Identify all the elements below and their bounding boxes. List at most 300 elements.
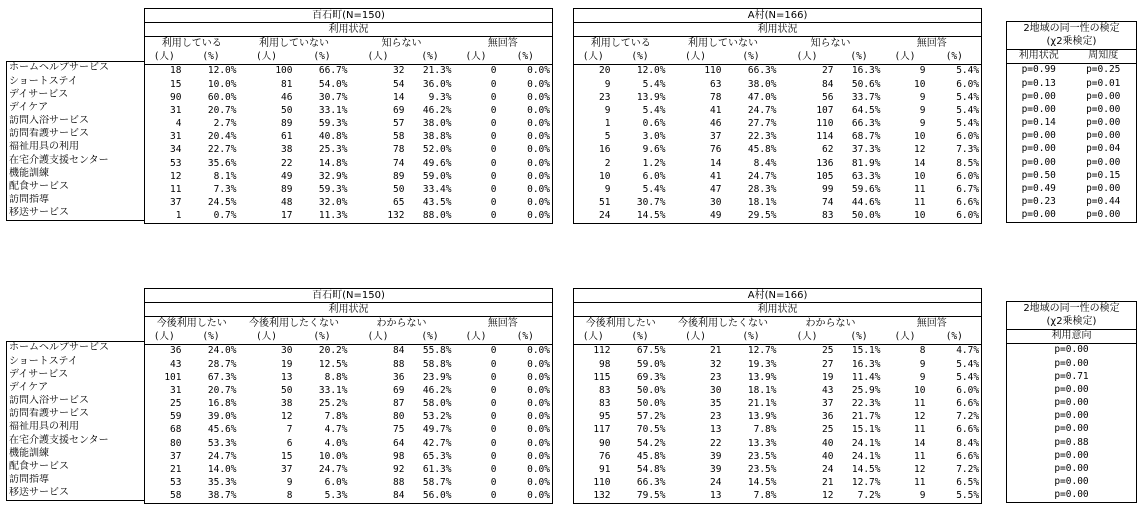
percent-cell: 88.0%	[407, 210, 454, 224]
percent-cell: 61.3%	[422, 464, 452, 476]
spacer-cell	[7, 21, 145, 34]
test-data-row	[1007, 410, 1137, 423]
count-cell: 37	[145, 197, 184, 210]
percent-cell: 64.5%	[851, 104, 881, 116]
label-spacer-row	[7, 8, 145, 21]
service-name: ホームヘルプサービス	[7, 61, 145, 75]
count-cell: 58	[145, 490, 184, 504]
test-title: 2地域の同一性の検定	[1007, 302, 1137, 316]
count-cell: 8	[239, 490, 295, 504]
count-cell: 101	[145, 371, 184, 384]
data-row	[574, 131, 982, 144]
region-header-row	[145, 289, 553, 303]
p-value-cell: p=0.50	[1007, 169, 1071, 182]
percent-cell: 63.3%	[851, 170, 881, 182]
count-cell: 100	[239, 64, 295, 78]
count-cell: 50	[281, 384, 293, 396]
test-col-row	[1007, 329, 1137, 343]
p-value-cell: p=0.00	[1007, 397, 1137, 410]
p-value-cell: p=0.44	[1071, 196, 1137, 209]
percent-cell: 14.8%	[318, 157, 348, 169]
data-row	[145, 118, 553, 131]
data-row	[145, 450, 553, 463]
unit-header: (%)	[928, 331, 982, 345]
data-row	[574, 424, 982, 437]
count-cell: 81	[281, 78, 293, 90]
region-table-a-village-2	[573, 288, 982, 504]
percent-cell: 11.3%	[295, 210, 350, 224]
service-name: 訪問指導	[7, 194, 145, 207]
count-cell: 25	[145, 398, 184, 411]
service-name: デイケア	[7, 101, 145, 114]
percent-cell: 50.0%	[836, 210, 883, 224]
unit-header: (%)	[313, 51, 331, 63]
service-row	[7, 75, 145, 88]
percent-cell: 66.3%	[724, 64, 779, 78]
percent-cell: 0.0%	[499, 424, 553, 437]
percent-cell: 6.0%	[324, 477, 348, 489]
service-row	[7, 61, 145, 75]
test-subtitle: (χ2乗検定)	[1007, 315, 1137, 329]
percent-cell: 56.0%	[407, 490, 454, 504]
percent-cell: 0.0%	[499, 144, 553, 157]
service-row	[7, 101, 145, 114]
percent-cell: 13.9%	[636, 91, 666, 103]
percent-cell: 0.0%	[499, 104, 553, 117]
count-cell: 10	[914, 170, 926, 182]
count-cell: 0	[490, 464, 497, 476]
percent-cell: 6.0%	[928, 210, 982, 224]
count-cell: 4	[145, 118, 184, 131]
p-value-cell: p=0.00	[1071, 117, 1137, 130]
data-row	[574, 371, 982, 384]
unit-header: (人)	[894, 51, 916, 63]
data-row	[145, 183, 553, 196]
test-subtitle: (χ2乗検定)	[1007, 35, 1137, 49]
percent-cell: 35.6%	[207, 157, 237, 169]
p-value-cell: p=0.14	[1007, 117, 1071, 130]
percent-cell: 33.1%	[318, 384, 348, 396]
data-row	[574, 411, 982, 424]
count-cell: 37	[281, 464, 293, 476]
percent-cell: 66.3%	[851, 118, 881, 130]
percent-cell: 54.8%	[636, 464, 666, 476]
count-cell: 37	[710, 131, 722, 143]
count-cell: 30	[239, 344, 295, 358]
data-row	[574, 170, 982, 183]
count-cell: 22	[281, 157, 293, 169]
percent-cell: 14.0%	[207, 464, 237, 476]
unit-header: (人)	[796, 51, 818, 63]
percent-cell: 44.6%	[851, 197, 881, 209]
status-header-row	[145, 23, 553, 37]
count-cell: 14	[393, 91, 405, 103]
data-row	[574, 344, 982, 358]
count-cell: 76	[710, 144, 722, 156]
data-row	[574, 157, 982, 170]
percent-cell: 22.3%	[747, 131, 777, 143]
percent-cell: 12.5%	[318, 358, 348, 370]
percent-cell: 1.2%	[642, 157, 666, 169]
percent-cell: 5.4%	[642, 184, 666, 196]
count-cell: 112	[574, 344, 613, 358]
count-cell: 0	[490, 157, 497, 169]
count-cell: 98	[574, 358, 613, 371]
count-cell: 80	[145, 437, 184, 450]
region-name: A村(N=166)	[574, 289, 982, 303]
service-name: 機能訓練	[7, 447, 145, 460]
count-cell: 0	[490, 78, 497, 90]
count-cell: 10	[883, 210, 928, 224]
unit-header: (%)	[742, 51, 760, 63]
label-spacer-row	[7, 288, 145, 301]
count-cell: 88	[393, 477, 405, 489]
service-label-column-1	[6, 8, 145, 221]
percent-cell: 4.7%	[324, 424, 348, 436]
count-cell: 11	[914, 424, 926, 436]
count-cell: 13	[668, 490, 724, 504]
percent-cell: 8.4%	[753, 157, 777, 169]
percent-cell: 0.0%	[499, 91, 553, 104]
count-cell: 88	[393, 358, 405, 370]
count-cell: 22	[710, 437, 722, 449]
service-row	[7, 381, 145, 394]
test-data-row	[1007, 90, 1137, 103]
percent-cell: 33.4%	[422, 184, 452, 196]
percent-cell: 8.8%	[324, 371, 348, 383]
spacer-cell	[7, 34, 145, 47]
data-row	[574, 463, 982, 476]
percent-cell: 21.7%	[851, 411, 881, 423]
p-value-cell: p=0.00	[1071, 130, 1137, 143]
count-cell: 13	[710, 424, 722, 436]
data-row	[574, 104, 982, 117]
service-name: 訪問指導	[7, 474, 145, 487]
percent-cell: 0.0%	[499, 384, 553, 397]
percent-cell: 81.9%	[851, 157, 881, 169]
percent-cell: 0.0%	[499, 210, 553, 224]
percent-cell: 46.2%	[422, 104, 452, 116]
service-name: 在宅介護支援センター	[7, 434, 145, 447]
unit-header: (人)	[465, 331, 487, 343]
percent-cell: 18.1%	[747, 197, 777, 209]
percent-cell: 5.3%	[295, 490, 350, 504]
count-cell: 23	[710, 411, 722, 423]
count-cell: 13	[281, 371, 293, 383]
spacer-cell	[7, 314, 145, 327]
percent-cell: 6.6%	[928, 450, 982, 463]
unit-header: (人)	[685, 331, 706, 343]
count-cell: 38	[281, 398, 293, 410]
category-header: 今後利用したい	[574, 317, 668, 331]
data-row	[145, 398, 553, 411]
data-row	[145, 490, 553, 504]
percent-cell: 19.3%	[747, 358, 777, 370]
percent-cell: 58.0%	[422, 398, 452, 410]
percent-cell: 10.0%	[207, 78, 237, 90]
percent-cell: 11.4%	[851, 371, 881, 383]
count-cell: 40	[822, 450, 834, 462]
category-header-row	[574, 317, 982, 331]
count-cell: 95	[574, 411, 613, 424]
percent-cell: 5.4%	[928, 104, 982, 117]
service-row	[7, 88, 145, 101]
unit-header: (%)	[421, 331, 439, 343]
service-row	[7, 194, 145, 207]
service-name: デイケア	[7, 381, 145, 394]
service-name: デイサービス	[7, 88, 145, 101]
count-cell: 6	[286, 437, 293, 449]
count-cell: 0	[490, 437, 497, 449]
data-row	[574, 450, 982, 463]
count-cell: 5	[574, 131, 613, 144]
count-cell: 14	[914, 157, 926, 169]
count-cell: 83	[574, 398, 613, 411]
service-name: 訪問看護サービス	[7, 408, 145, 421]
count-cell: 56	[822, 91, 834, 103]
test-subtitle-row	[1007, 315, 1137, 329]
p-value-cell: p=0.00	[1071, 90, 1137, 103]
test-data-row	[1007, 77, 1137, 90]
percent-cell: 4.7%	[928, 344, 982, 358]
count-cell: 24	[574, 210, 613, 224]
count-cell: 84	[350, 344, 407, 358]
percent-cell: 59.6%	[851, 184, 881, 196]
test-data-row	[1007, 196, 1137, 209]
p-value-cell: p=0.00	[1007, 449, 1137, 462]
unit-header: (人)	[145, 331, 184, 345]
count-cell: 10	[914, 78, 926, 90]
percent-cell: 9.6%	[642, 144, 666, 156]
percent-cell: 6.7%	[928, 183, 982, 196]
unit-header: (人)	[465, 51, 487, 63]
count-cell: 0	[490, 118, 497, 130]
percent-cell: 12.7%	[851, 477, 881, 489]
count-cell: 31	[145, 131, 184, 144]
percent-cell: 20.4%	[207, 131, 237, 143]
percent-cell: 60.0%	[207, 91, 237, 103]
percent-cell: 38.7%	[184, 490, 239, 504]
status-header: 利用状況	[145, 23, 553, 37]
p-value-cell: p=0.00	[1007, 209, 1071, 223]
unit-header: (%)	[313, 331, 331, 343]
count-cell: 31	[145, 104, 184, 117]
percent-cell: 0.7%	[184, 210, 239, 224]
count-cell: 8	[883, 344, 928, 358]
label-spacer-row	[7, 34, 145, 47]
percent-cell: 4.0%	[324, 437, 348, 449]
count-cell: 19	[281, 358, 293, 370]
p-value-cell: p=0.99	[1007, 63, 1071, 77]
count-cell: 15	[145, 78, 184, 91]
category-header: 利用している	[145, 37, 239, 51]
count-cell: 57	[393, 118, 405, 130]
label-spacer-row	[7, 301, 145, 314]
count-cell: 110	[816, 118, 834, 130]
count-cell: 99	[822, 184, 834, 196]
count-cell: 115	[574, 371, 613, 384]
unit-header: (人)	[574, 331, 613, 345]
percent-cell: 24.7%	[207, 450, 237, 462]
units-header-row	[574, 51, 982, 65]
service-row	[7, 341, 145, 355]
percent-cell: 5.5%	[928, 490, 982, 504]
count-cell: 10	[574, 170, 613, 183]
units-header-row	[145, 51, 553, 65]
test-data-row	[1007, 343, 1137, 357]
count-cell: 11	[914, 398, 926, 410]
test-data-row	[1007, 370, 1137, 383]
count-cell: 43	[822, 384, 834, 396]
p-value-cell: p=0.00	[1007, 383, 1137, 396]
data-row	[574, 490, 982, 504]
percent-cell: 6.0%	[642, 170, 666, 182]
percent-cell: 30.7%	[318, 91, 348, 103]
count-cell: 37	[822, 398, 834, 410]
spacer-cell	[7, 8, 145, 21]
count-cell: 21	[822, 477, 834, 489]
category-header: 利用していない	[239, 37, 350, 51]
percent-cell: 42.7%	[422, 437, 452, 449]
percent-cell: 13.9%	[747, 411, 777, 423]
count-cell: 78	[393, 144, 405, 156]
service-name: 移送サービス	[7, 207, 145, 221]
region-name: 百石町(N=150)	[145, 9, 553, 23]
data-row	[145, 144, 553, 157]
percent-cell: 6.0%	[928, 78, 982, 91]
percent-cell: 33.1%	[318, 104, 348, 116]
percent-cell: 58.8%	[422, 358, 452, 370]
percent-cell: 0.6%	[642, 118, 666, 130]
test-data-row	[1007, 156, 1137, 169]
test-data-row	[1007, 117, 1137, 130]
category-header-row	[574, 37, 982, 51]
count-cell: 12	[914, 464, 926, 476]
count-cell: 9	[574, 104, 613, 117]
service-row	[7, 487, 145, 501]
count-cell: 0	[490, 131, 497, 143]
service-name: 移送サービス	[7, 487, 145, 501]
percent-cell: 45.6%	[207, 424, 237, 436]
unit-header: (人)	[367, 51, 389, 63]
p-value-cell: p=0.00	[1071, 209, 1137, 223]
percent-cell: 24.7%	[318, 464, 348, 476]
count-cell: 23	[710, 371, 722, 383]
percent-cell: 23.5%	[747, 464, 777, 476]
percent-cell: 32.9%	[318, 170, 348, 182]
unit-header: (%)	[499, 331, 553, 345]
percent-cell: 58.7%	[422, 477, 452, 489]
count-cell: 136	[816, 157, 834, 169]
p-value-cell: p=0.00	[1007, 476, 1137, 489]
percent-cell: 23.5%	[747, 450, 777, 462]
count-cell: 47	[710, 184, 722, 196]
service-row	[7, 434, 145, 447]
count-cell: 74	[822, 197, 834, 209]
count-cell: 0	[490, 184, 497, 196]
service-row	[7, 460, 145, 473]
percent-cell: 67.5%	[613, 344, 668, 358]
percent-cell: 5.4%	[928, 91, 982, 104]
category-header: 知らない	[350, 37, 454, 51]
percent-cell: 50.0%	[636, 398, 666, 410]
percent-cell: 5.4%	[642, 104, 666, 116]
percent-cell: 16.3%	[836, 64, 883, 78]
spacer-cell	[1007, 288, 1137, 302]
percent-cell: 68.7%	[851, 131, 881, 143]
data-row	[145, 411, 553, 424]
count-cell: 58	[393, 131, 405, 143]
count-cell: 21	[145, 463, 184, 476]
percent-cell: 49.6%	[422, 157, 452, 169]
count-cell: 37	[145, 450, 184, 463]
count-cell: 24	[710, 477, 722, 489]
count-cell: 14	[710, 157, 722, 169]
p-value-cell: p=0.00	[1007, 423, 1137, 436]
percent-cell: 27.7%	[747, 118, 777, 130]
percent-cell: 50.0%	[636, 384, 666, 396]
service-name: 配食サービス	[7, 460, 145, 473]
count-cell: 31	[145, 384, 184, 397]
percent-cell: 24.1%	[851, 450, 881, 462]
status-header-row	[574, 23, 982, 37]
count-cell: 92	[393, 464, 405, 476]
p-value-cell: p=0.71	[1007, 370, 1137, 383]
percent-cell: 20.7%	[207, 384, 237, 396]
percent-cell: 22.3%	[851, 398, 881, 410]
count-cell: 9	[574, 78, 613, 91]
category-header: 知らない	[779, 37, 883, 51]
units-header-row	[574, 331, 982, 345]
service-name: 福祉用具の利用	[7, 141, 145, 154]
count-cell: 64	[393, 437, 405, 449]
percent-cell: 15.1%	[836, 344, 883, 358]
percent-cell: 23.9%	[422, 371, 452, 383]
units-header-row	[145, 331, 553, 345]
data-row	[145, 477, 553, 490]
service-row	[7, 115, 145, 128]
percent-cell: 49.7%	[422, 424, 452, 436]
count-cell: 0	[490, 424, 497, 436]
percent-cell: 0.0%	[499, 183, 553, 196]
percent-cell: 43.5%	[422, 197, 452, 209]
count-cell: 84	[350, 490, 407, 504]
status-header: 利用状況	[574, 23, 982, 37]
region-header-row	[574, 9, 982, 23]
percent-cell: 0.0%	[499, 157, 553, 170]
service-row	[7, 180, 145, 193]
data-row	[145, 157, 553, 170]
service-name: 機能訓練	[7, 167, 145, 180]
service-label-column-2	[6, 288, 145, 501]
percent-cell: 32.0%	[318, 197, 348, 209]
percent-cell: 10.0%	[318, 450, 348, 462]
count-cell: 14	[914, 437, 926, 449]
service-name: ショートステイ	[7, 355, 145, 368]
test-data-row	[1007, 143, 1137, 156]
count-cell: 87	[393, 398, 405, 410]
count-cell: 98	[393, 450, 405, 462]
label-spacer-row	[7, 314, 145, 327]
spacer-cell	[7, 48, 145, 62]
percent-cell: 70.5%	[636, 424, 666, 436]
count-cell: 110	[574, 477, 613, 490]
label-spacer-row	[7, 21, 145, 34]
percent-cell: 59.0%	[636, 358, 666, 370]
count-cell: 9	[574, 183, 613, 196]
count-cell: 9	[286, 477, 293, 489]
percent-cell: 25.2%	[318, 398, 348, 410]
